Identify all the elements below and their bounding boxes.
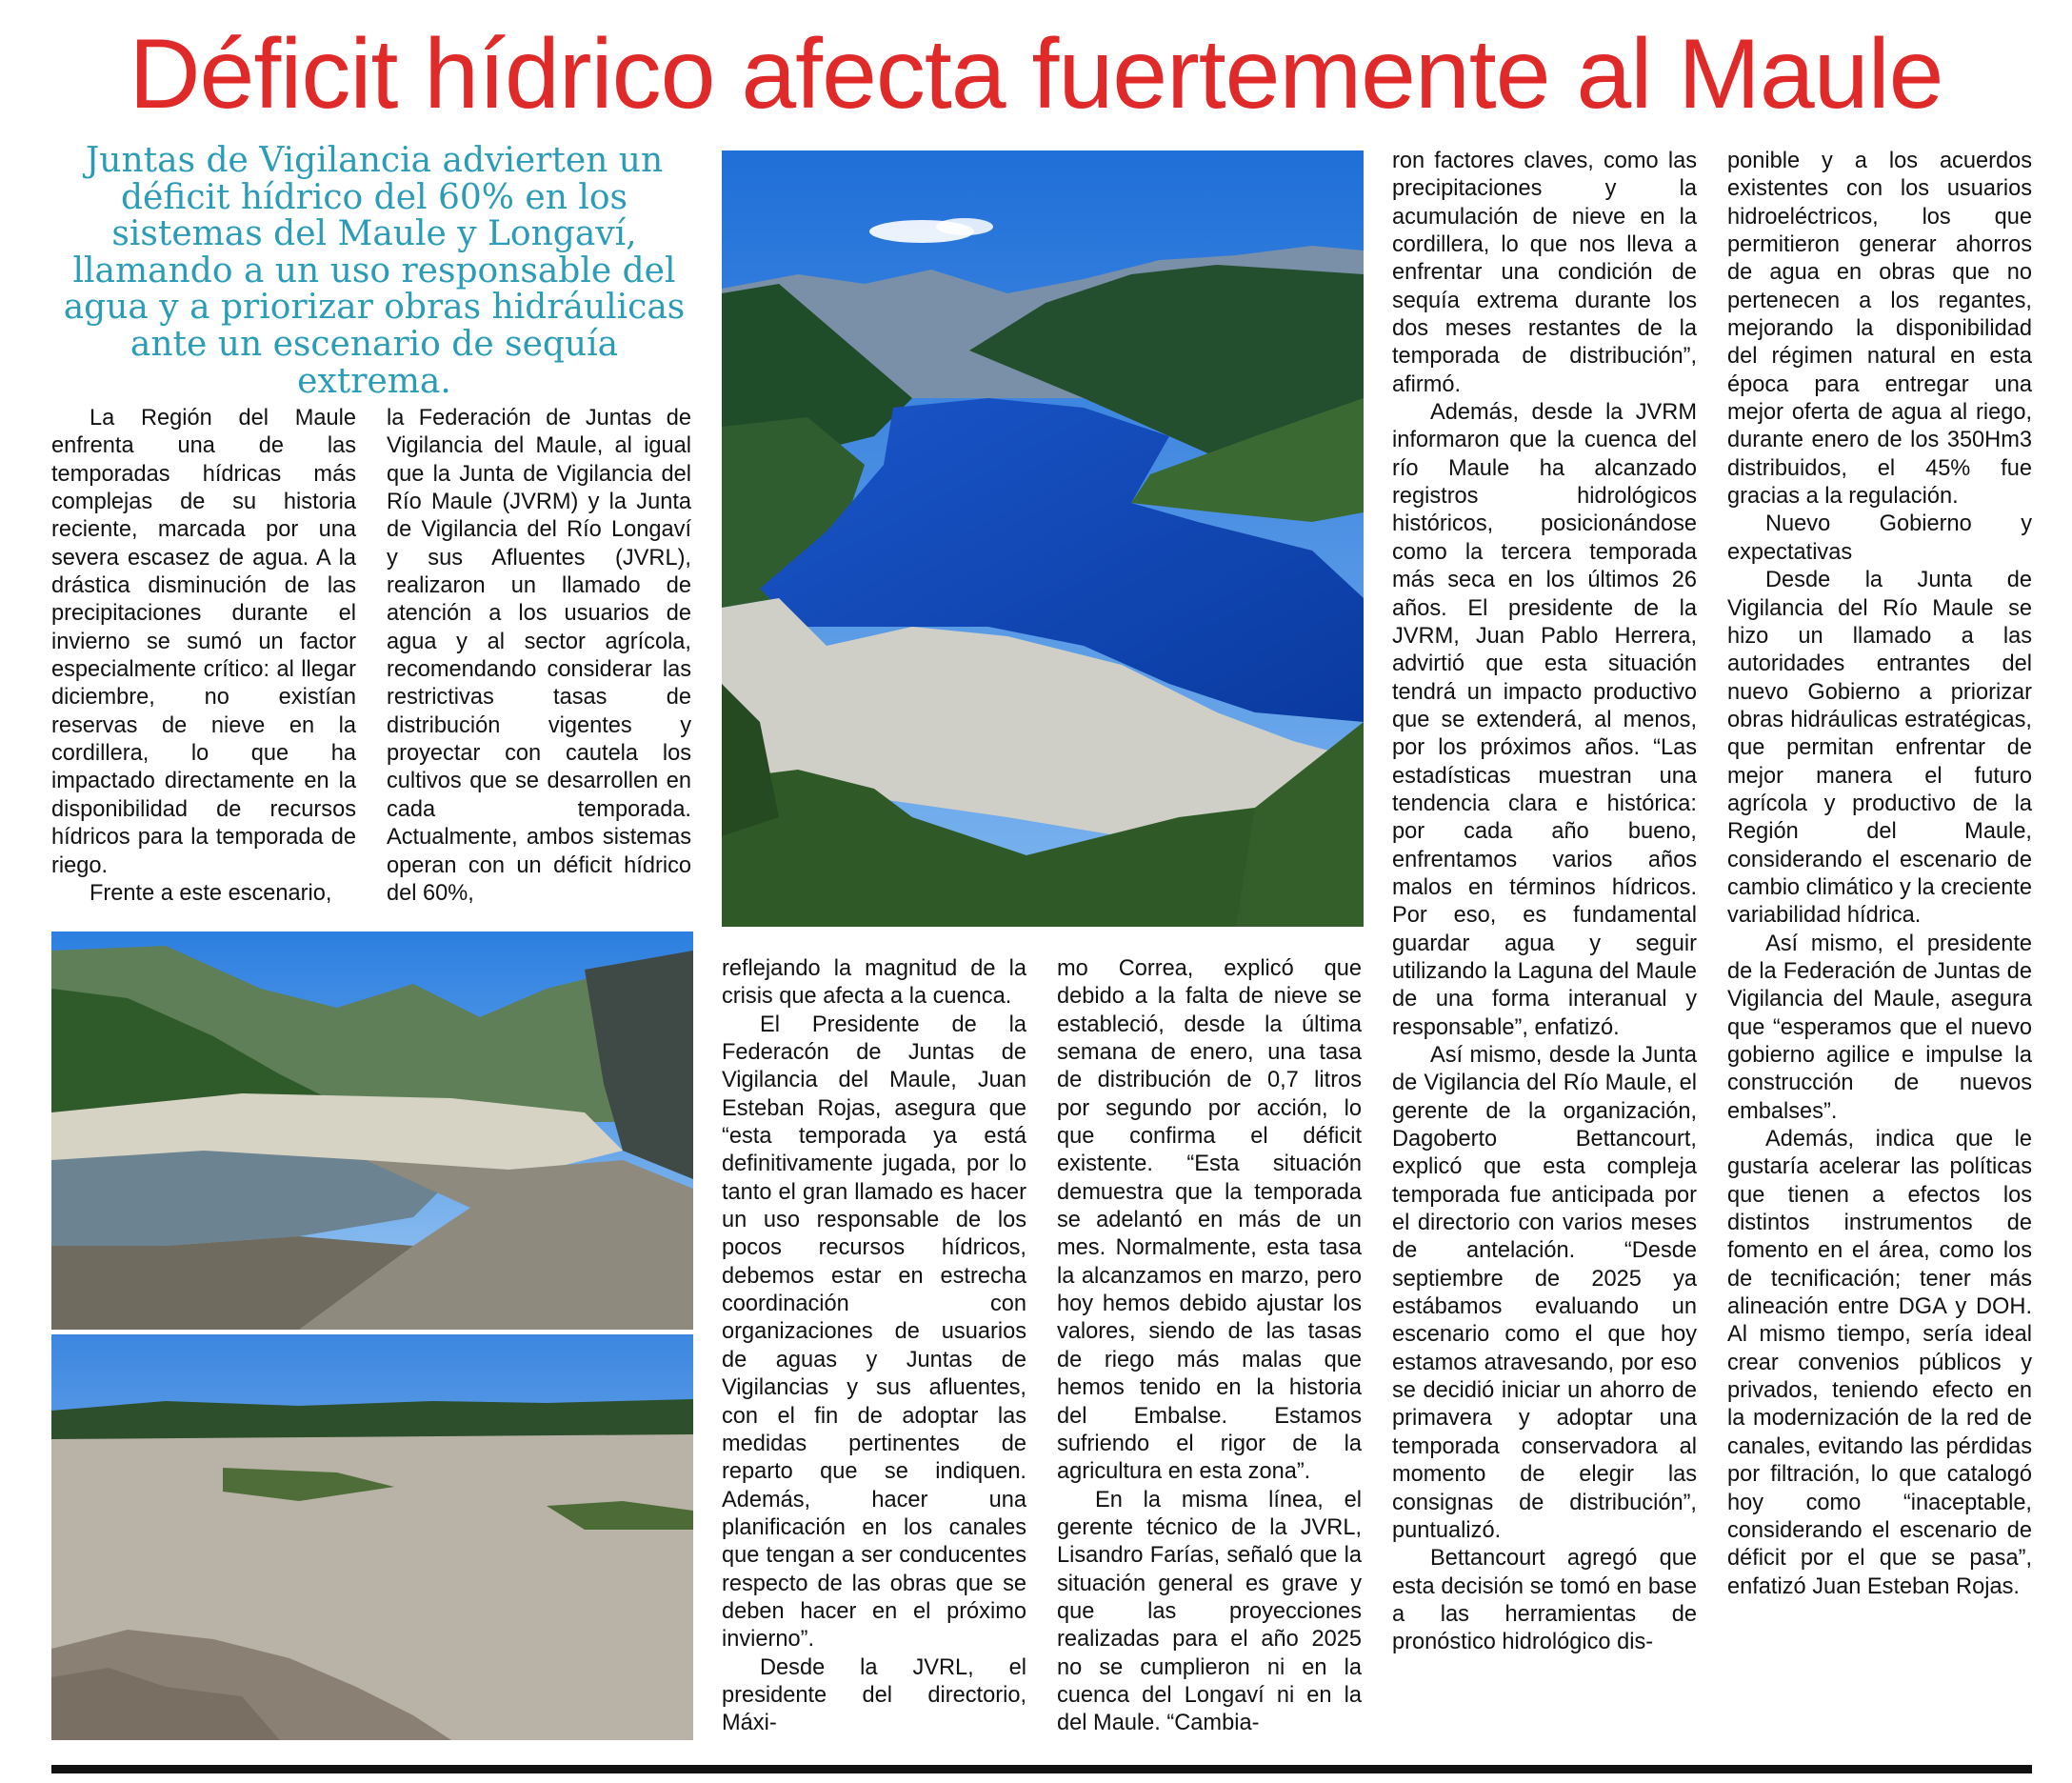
dry-riverbed-photo [51, 1334, 693, 1740]
bottom-rule [51, 1765, 2032, 1773]
paragraph: Desde la Junta de Vigilancia del Río Maule se hizo un llamado a las autoridades entrantes del nuevo Gobierno a priorizar obras hidráulicas estratégicas, que permitan enfrentar de mejor manera el futuro agrícola y productivo de la Región del Maule, considerando el escenario de cambio climático y la creciente variabilidad hídrica. [1727, 568, 2032, 929]
paragraph: Frente a este escenario, [90, 880, 332, 906]
paragraph: Bettancourt agregó que esta decisión se tomó en base a las herramientas de pronóstico hidrológico dis- [1392, 1546, 1697, 1655]
paragraph: Así mismo, el presidente de la Federación de Juntas de Vigilancia del Maule, asegura que “esperamos que el nuevo gobierno agilice e impulse la construcción de nuevos embalses”. [1727, 931, 2032, 1124]
paragraph: El Presidente de la Federacón de Juntas de Vigilancia del Maule, Juan Esteban Rojas, asegura que “esta temporada ya está definitivamente jugada, por lo tanto el gran llamado es hacer un uso responsable de los pocos recursos hídricos, debemos estar en estrecha coordinación con organizaciones de usuarios de aguas y Juntas de Vigilancias y sus afluentes, con el fin de adoptar las medidas pertinentes de reparto que se indiquen. Además, hacer una planificación en los canales que tengan a ser conducentes respecto de las obras que se deben hacer en el próximo invierno”. [722, 1012, 1026, 1653]
paragraph: la Federación de Juntas de Vigilancia del Maule, al igual que la Junta de Vigilancia del Río Maule (JVRM) y la Junta de Vigilancia del Río Longaví y sus Afluentes (JVRL), realizaron un llamado de atención a los usuarios de agua y al sector agrícola, recomendando considerar las restrictivas tasas de distribución vigentes y proyectar con cautela los cultivos que se desarrollen en cada temporada. Actualmente, ambos sistemas operan con un déficit hídrico del 60%, [387, 406, 691, 906]
paragraph: La Región del Maule enfrenta una de las temporadas hídricas más complejas de su historia reciente, marcada por una severa escasez de agua. A la drástica disminución de las precipitaciones durante el invierno se sumó un factor especialmente crítico: al llegar diciembre, no existían reservas de nieve en la cordillera, lo que ha impactado directamente en la disponibilidad de recursos hídricos para la temporada de riego. [51, 406, 356, 878]
section-subtitle: Nuevo Gobierno y expectativas [1727, 511, 2032, 565]
paragraph: reflejando la magnitud de la crisis que afecta a la cuenca. [722, 956, 1026, 1010]
reservoir-photo [722, 150, 1364, 927]
paragraph: Además, desde la JVRM informaron que la cuenca del río Maule ha alcanzado registros hidrológicos históricos, posicionándose como la tercera temporada más seca en los últimos 26 años. El presidente de la JVRM, Juan Pablo Herrera, advirtió que esta situación tendrá un impacto productivo que se extenderá, al menos, por los próximos años. “Las estadísticas muestran una tendencia clara e histórica: por cada año bueno, enfrentamos varios años malos en términos hídricos. Por eso, es fundamental guardar agua y seguir utilizando la Laguna del Maule de una forma interanual y responsable”, enfatizó. [1392, 400, 1697, 1040]
paragraph: Además, indica que le gustaría acelerar las políticas que tienen a efectos los distintos instrumentos de fomento en el área, como los de tecnificación; tener más alineación entre DGA y DOH. Al mismo tiempo, sería ideal crear convenios públicos y privados, teniendo efecto en la modernización de la red de canales, evitando las pérdidas por filtración, lo que catalogó hoy como “inaceptable, considerando el escenario de déficit por el que se pasa”, enfatizó Juan Esteban Rojas. [1727, 1127, 2032, 1599]
column-5 [1392, 148, 1697, 1657]
paragraph: Así mismo, desde la Junta de Vigilancia del Río Maule, el gerente de la organización, Dagoberto Bettancourt, explicó que esta compleja temporada fue anticipada por el directorio con varios meses de antelación. “Desde septiembre de 2025 ya estábamos evaluando un escenario como el que hoy estamos atravesando, por eso se decidió iniciar un ahorro de primavera y adoptar una temporada conservadora al momento de elegir las consignas de distribución”, puntualizó. [1392, 1043, 1697, 1543]
column-1 [51, 405, 356, 908]
headline: Déficit hídrico afecta fuertemente al Maule [129, 19, 1943, 130]
paragraph: ron factores claves, como las precipitaciones y la acumulación de nieve en la cordillera, lo que nos lleva a enfrentar una condición de sequía extrema durante los dos meses restantes de la temporada de distribución”, afirmó. [1392, 149, 1697, 397]
column-4 [1057, 955, 1362, 1738]
paragraph: Desde la JVRL, el presidente del directorio, Máxi- [722, 1654, 1026, 1736]
paragraph: mo Correa, explicó que debido a la falta de nieve se estableció, desde la última semana de enero, una tasa de distribución de 0,7 litros por segundo por acción, lo que confirma el déficit existente. “Esta situación demuestra que la temporada se adelantó en más de un mes. Normalmente, esta tasa la alcanzamos en marzo, pero hoy hemos debido ajustar los valores, siendo de las tasas de riego más malas que hemos tenido en la historia del Embalse. Estamos sufriendo el rigor de la agricultura en esta zona”. [1057, 956, 1362, 1485]
column-3 [722, 955, 1026, 1738]
paragraph: En la misma línea, el gerente técnico de la JVRL, Lisandro Farías, señaló que la situación general es grave y que las proyecciones realizadas para el año 2025 no se cumplieron ni en la cuenca del Longaví ni en la del Maule. “Cambia- [1057, 1487, 1362, 1736]
subheadline: Juntas de Vigilancia advierten un déficit hídrico del 60% en los sistemas del Maule y Longaví, llamando a un uso responsable del agua y a priorizar obras hidráulicas ante un escenario de sequía extrema. [63, 141, 686, 401]
river-valley-photo [51, 932, 693, 1330]
column-2 [387, 405, 691, 908]
column-6 [1727, 148, 2032, 1601]
paragraph: ponible y a los acuerdos existentes con los usuarios hidroeléctricos, los que permitieron generar ahorros de agua en obras que no pertenecen a los regantes, mejorando la disponibilidad del régimen natural en esta época para entregar una mejor oferta de agua al riego, durante enero de los 350Hm3 distribuidos, el 45% fue gracias a la regulación. [1727, 149, 2032, 510]
